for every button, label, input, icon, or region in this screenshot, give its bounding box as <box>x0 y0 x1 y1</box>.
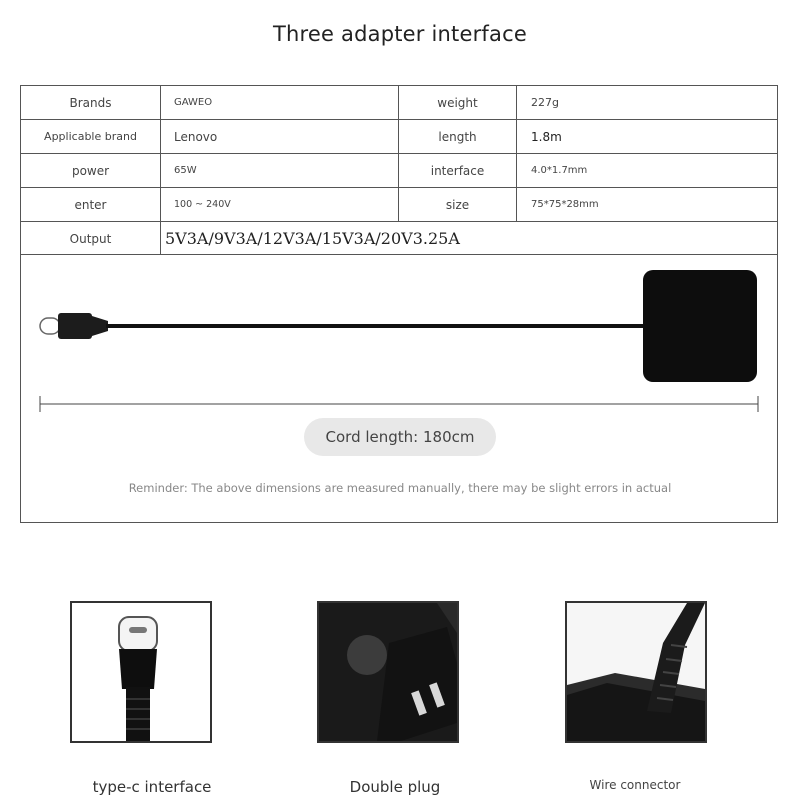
ac-plug-prongs-icon <box>319 603 457 741</box>
reminder-note: Reminder: The above dimensions are measured manually, there may be slight errors in actual <box>128 481 672 495</box>
spec-label: enter <box>21 188 161 221</box>
spec-label: length <box>399 120 517 153</box>
spec-value: GAWEO <box>161 86 399 119</box>
spec-value: 100 ~ 240V <box>161 188 399 221</box>
thumbnail-wire-connector <box>565 601 707 743</box>
spec-output-value: 5V3A/9V3A/12V3A/15V3A/20V3.25A <box>165 229 460 248</box>
caption-wire-connector: Wire connector <box>589 778 681 792</box>
spec-value: Lenovo <box>161 120 399 153</box>
spec-value: 75*75*28mm <box>531 199 599 210</box>
adapter-brick-icon <box>643 270 757 382</box>
spec-value: 4.0*1.7mm <box>531 165 588 176</box>
thumbnail-double-plug <box>317 601 459 743</box>
spec-label: Applicable brand <box>21 120 161 153</box>
spec-value: 1.8m <box>531 129 562 144</box>
spec-label: Brands <box>21 86 161 119</box>
spec-label: Output <box>21 222 161 255</box>
cable-strain-relief-icon <box>567 603 705 741</box>
measurement-bar <box>40 396 758 412</box>
usb-c-plug-icon <box>40 313 108 339</box>
cord-length-badge: Cord length: 180cm <box>304 418 496 456</box>
caption-type-c: type-c interface <box>92 778 212 796</box>
spec-label: weight <box>399 86 517 119</box>
spec-label: size <box>399 188 517 221</box>
spec-label: power <box>21 154 161 187</box>
caption-double-plug: Double plug <box>349 778 441 796</box>
spec-label: interface <box>399 154 517 187</box>
page-title: Three adapter interface <box>273 22 527 46</box>
thumbnail-type-c <box>70 601 212 743</box>
usb-c-connector-icon <box>72 603 210 741</box>
spec-value: 65W <box>161 154 399 187</box>
spec-value: 227g <box>531 96 559 109</box>
